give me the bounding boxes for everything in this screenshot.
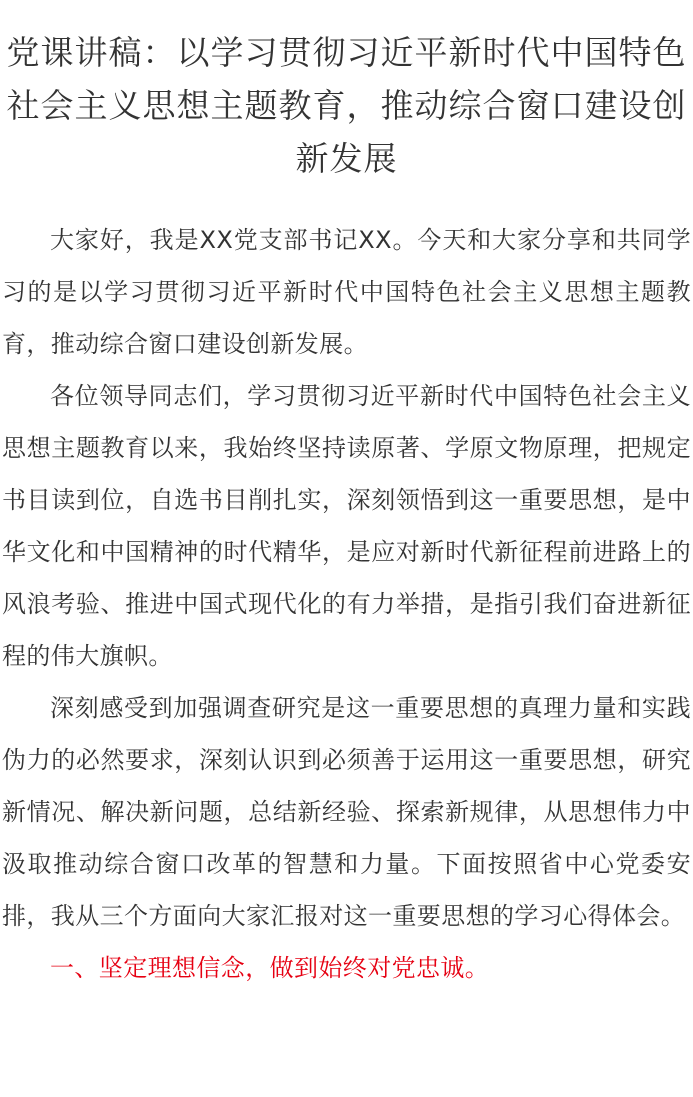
document-body (2, 214, 691, 994)
paragraph-research-insight: 深刻感受到加强调查研究是这一重要思想的真理力量和实践伪力的必然要求，深刻认识到必须善于运用这一重要思想，研究新情况、解决新问题，总结新经验、探索新规律，从思想伟力中汲取推动综合窗口改革的智慧和力量。下面按照省中心党委安排，我从三个方面向大家汇报对这一重要思想的学习心得体会。 (2, 694, 691, 930)
document-title: 党课讲稿：以学习贯彻习近平新时代中国特色社会主义思想主题教育，推动综合窗口建设创新发展 (6, 33, 687, 178)
paragraph-study-summary: 各位领导同志们，学习贯彻习近平新时代中国特色社会主义思想主题教育以来，我始终坚持读原著、学原文物原理，把规定书目读到位，自选书目削扎实，深刻领悟到这一重要思想，是中华文化和中国精神的时代精华，是应对新时代新征程前进路上的风浪考验、推进中国式现代化的有力举措，是指引我们奋进新征程的伟大旗帜。 (2, 382, 691, 670)
section-heading-one: 一、坚定理想信念，做到始终对党忠诚。 (50, 954, 490, 982)
paragraph-greeting: 大家好，我是XX党支部书记XX。今天和大家分享和共同学习的是以学习贯彻习近平新时代中国特色社会主义思想主题教育，推动综合窗口建设创新发展。 (2, 226, 691, 358)
